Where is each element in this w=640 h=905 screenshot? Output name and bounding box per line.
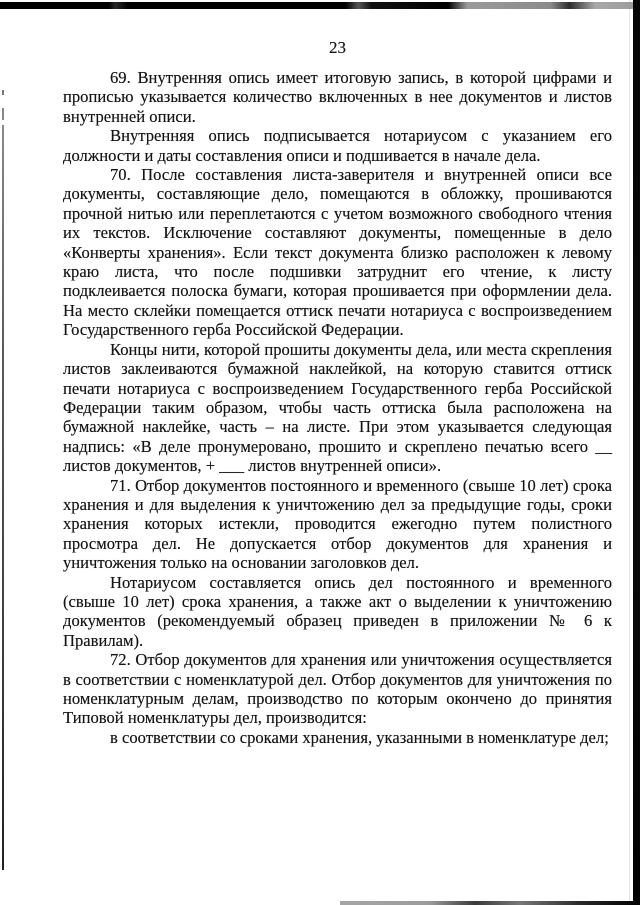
scan-artifact-left-dash: [2, 108, 4, 120]
paragraph-69: 69. Внутренняя опись имеет итоговую запись, в которой цифрами и прописью указывается количество включенных в нее документов и листов внутренней описи.: [63, 68, 612, 126]
page-number: 23: [329, 38, 346, 57]
paragraph-71: 71. Отбор документов постоянного и временного (свыше 10 лет) срока хранения и для выделения к уничтожению дел за предыдущие годы, сроки хранения которых истекли, проводится ежегодно путем полистного просмотра дел. Не допускается отбор документов для хранения и уничтожения только на основании заголовков дел.: [63, 475, 612, 573]
scan-artifact-bottom-edge: [340, 901, 640, 905]
paragraph-71-continuation: Нотариусом составляется опись дел постоянного и временного (свыше 10 лет) срока хранения, а также акт о выделении к уничтожению документов (рекомендуемый образец приведен в приложении № 6 к Правилам).: [63, 572, 612, 650]
scan-artifact-left-dash: [2, 90, 4, 95]
scan-artifact-left-line: [2, 125, 4, 870]
scan-artifact-right-faint-line: [629, 0, 630, 905]
paragraph-70-continuation: Концы нити, которой прошиты документы дела, или места скрепления листов заклеиваются бумажной наклейкой, на которую ставится оттиск печати нотариуса с воспроизведением Государственного герба Российской Федерации таким образом, чтобы часть оттиска была расположена на бумажной наклейке, часть – на листе. При этом указывается следующая надпись: «В деле пронумеровано, прошито и скреплено печатью всего __ листов документов, + ___ листов внутренней описи».: [63, 339, 612, 476]
scan-artifact-top-edge: [0, 2, 640, 9]
paragraph-70: 70. После составления листа-заверителя и внутренней описи все документы, составляющие дело, помещаются в обложку, прошиваются прочной нитью или переплетаются с учетом возможного свободного чтения их текстов. Исключение составляют документы, помещенные в дело «Конверты хранения». Если текст документа близко расположен к левому краю листа, что после подшивки затруднит его чтение, к листу подклеивается полоска бумаги, которая прошивается при оформлении дела. На место склейки помещается оттиск печати нотариуса с воспроизведением Государственного герба Российской Федерации.: [63, 165, 612, 340]
scan-artifact-right-edge: [633, 0, 640, 905]
paragraph-72-list-item: в соответствии со сроками хранения, указанными в номенклатуре дел;: [110, 727, 609, 747]
document-body: [63, 38, 612, 747]
paragraph-72: 72. Отбор документов для хранения или уничтожения осуществляется в соответствии с номенклатурой дел. Отбор документов для уничтожения по номенклатурным делам, производство по которым окончено до принятия Типовой номенклатуры дел, производится:: [63, 650, 612, 728]
paragraph-69-continuation: Внутренняя опись подписывается нотариусом с указанием его должности и даты составления описи и подшивается в начале дела.: [63, 126, 612, 165]
